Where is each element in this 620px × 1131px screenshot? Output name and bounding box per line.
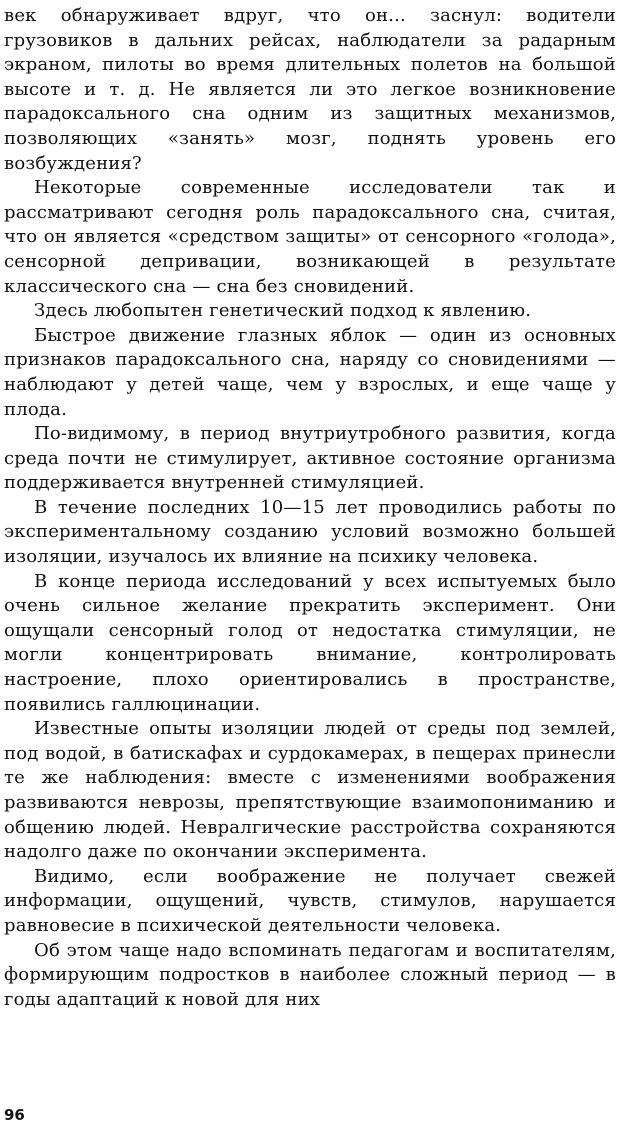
paragraph: В конце периода исследований у всех испытуемых было очень сильное желание прекратить эксперимент. Они ощущали сенсорный голод от недостатка стимуляции, не могли концентрировать внимание, контролировать настроение, плохо ориентировались в пространстве, появились галлюцинации. <box>4 570 616 715</box>
paragraph-continuation: век обнаруживает вдруг, что он... заснул: водители грузовиков в дальних рейсах, наблюдатели за радарным экраном, пилоты во время длительных полетов на большой высоте и т. д. Не является ли это легкое возникновение парадоксального сна одним из защитных механизмов, позволяющих «занять» мозг, поднять уровень его возбуждения? <box>4 5 616 174</box>
paragraph: Об этом чаще надо вспоминать педагогам и воспитателям, формирующим подростков в наиболее сложный период — в годы адаптаций к новой для них <box>4 939 616 1010</box>
paragraph: Некоторые современные исследователи так и рассматривают сегодня роль парадоксального сна, считая, что он является «средством защиты» от сенсорного «голода», сенсорной депривации, возникающей в результате классического сна — сна без сновидений. <box>4 177 616 297</box>
paragraph: По-видимому, в период внутриутробного развития, когда среда почти не стимулирует, активное состояние организма поддерживается внутренней стимуляцией. <box>4 423 616 494</box>
page-number: 96 <box>4 1106 25 1124</box>
body-text <box>4 4 616 1012</box>
paragraph: Быстрое движение глазных яблок — один из основных признаков парадоксального сна, наряду со сновидениями — наблюдают у детей чаще, чем у взрослых, и еще чаще у плода. <box>4 324 616 420</box>
paragraph: Видимо, если воображение не получает свежей информации, ощущений, чувств, стимулов, нарушается равновесие в психической деятельности человека. <box>4 865 616 936</box>
paragraph: Известные опыты изоляции людей от среды под землей, под водой, в батискафах и сурдокамерах, в пещерах принесли те же наблюдения: вместе с изменениями воображения развиваются неврозы, препятствующие взаимопониманию и общению людей. Невралгические расстройства сохраняются надолго даже по окончании эксперимента. <box>4 718 616 863</box>
paragraph: В течение последних 10—15 лет проводились работы по экспериментальному созданию условий возможно большей изоляции, изучалось их влияние на психику человека. <box>4 496 616 568</box>
paragraph: Здесь любопытен генетический подход к явлению. <box>34 300 532 322</box>
